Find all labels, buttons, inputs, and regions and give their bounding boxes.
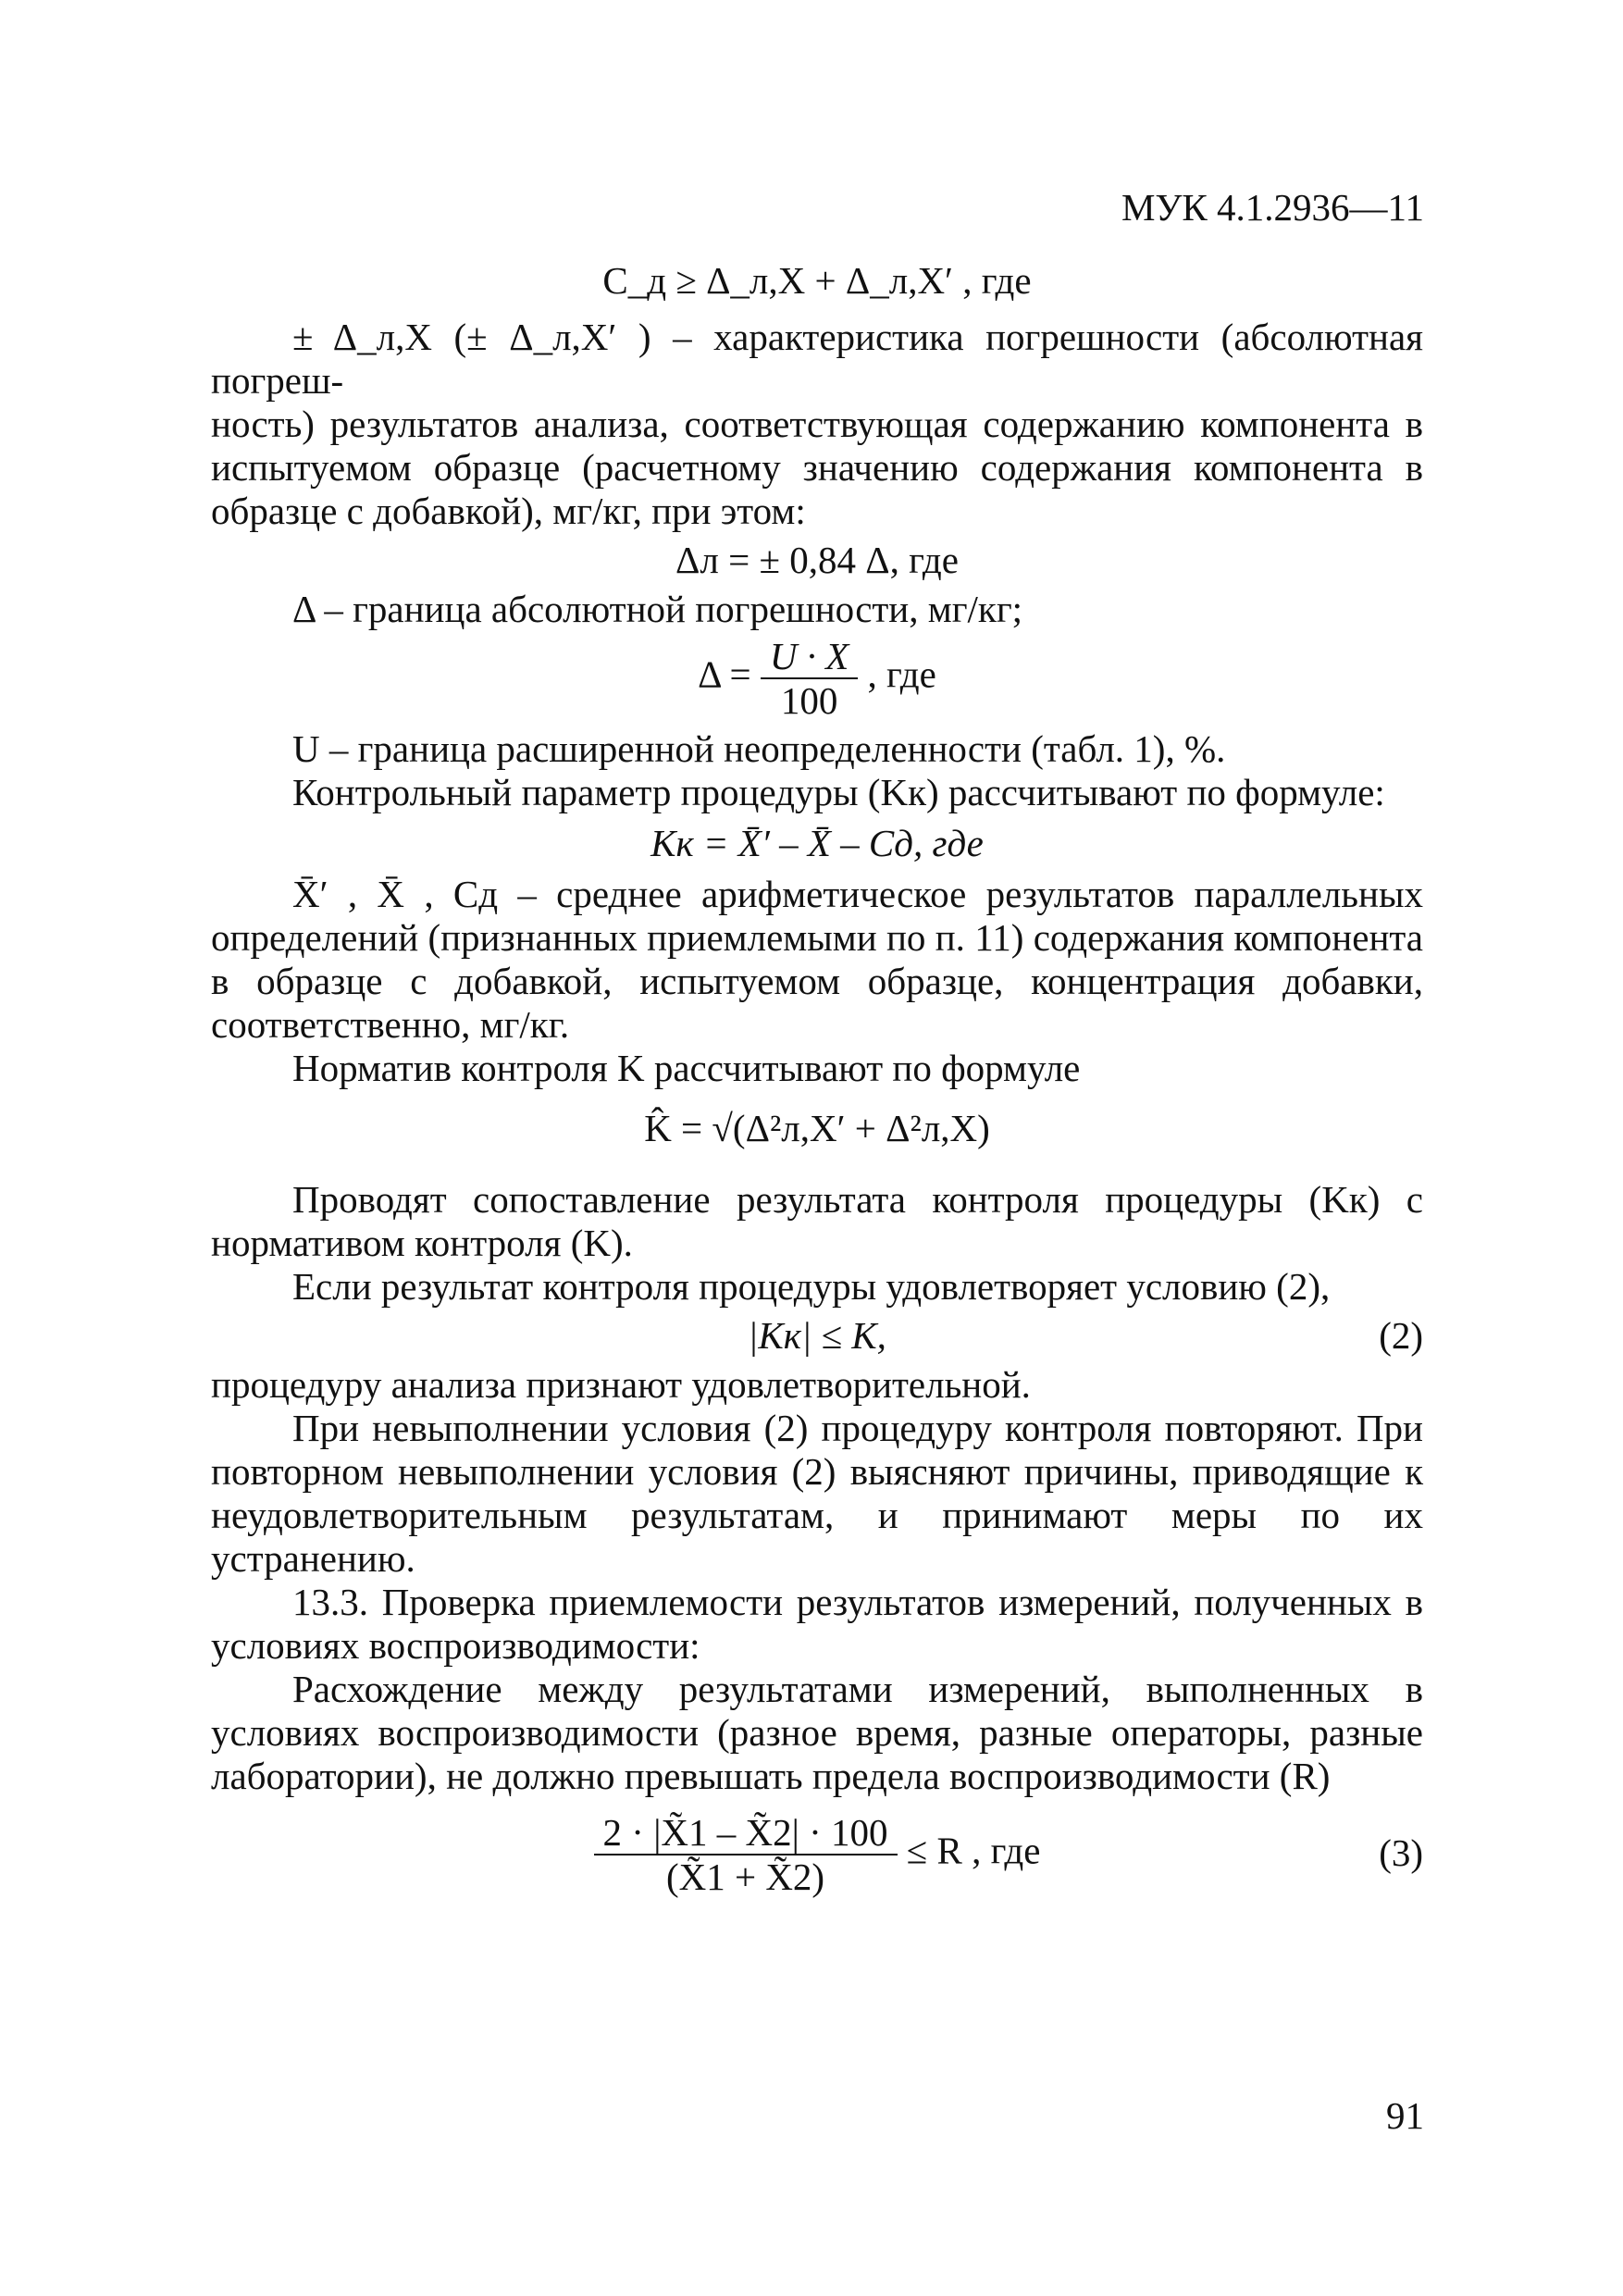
page-header: МУК 4.1.2936—11 [1121,186,1424,229]
paragraph-divergence: Расхождение между результатами измерений, выполненных в условиях воспроизводимости (разное время, разные операторы, разные лаборатории), не должно превышать предела воспроизводимости (R) [211,1668,1423,1797]
formula-2-number: (2) [1379,1314,1423,1357]
paragraph-delta: Δ – граница абсолютной погрешности, мг/кг; [292,588,1023,630]
paragraph-satisfactory: процедуру анализа признают удовлетворительной. [211,1363,1031,1406]
formula-3 [211,1811,1423,1898]
formula-3-fraction [594,1811,898,1898]
page-number: 91 [1386,2094,1424,2137]
paragraph-norm: Норматив контроля K рассчитывают по формуле [292,1047,1081,1089]
formula-delta [211,635,1423,722]
formula-cd: C_д ≥ Δ_л,Х + Δ_л,Х′ , где [602,259,1032,302]
paragraph-kk: Контрольный параметр процедуры (Kк) рассчитывают по формуле: [292,771,1385,813]
formula-3-tail: ≤ R , где [906,1829,1041,1872]
page-body [211,259,1423,1904]
paragraph-compare: Проводят сопоставление результата контроля процедуры (Kк) с нормативом контроля (K). [211,1178,1423,1264]
formula-delta-numerator: U · X [761,635,858,679]
formula-2 [211,1314,1423,1358]
formula-delta-l: Δл = ± 0,84 Δ, где [675,539,959,581]
formula-delta-denominator: 100 [780,679,838,722]
paragraph-13-3: 13.3. Проверка приемлемости результатов измерений, полученных в условиях воспроизводимости: [211,1581,1423,1667]
formula-2-expression: |Kк| ≤ K, [748,1314,886,1357]
formula-kk: Kк = X̄′ – X̄ – Cд, где [650,822,984,864]
formula-3-numerator: 2 · |X̃1 – X̃2| · 100 [594,1811,898,1855]
paragraph-means: X̄′ , X̄ , Cд – среднее арифметическое результатов параллельных определений (признанных приемлемыми по п. 11) содержания компонента в образце с добавкой, испытуемом образце, концентрация добавки, соответственно, мг/кг. [211,873,1423,1046]
formula-delta-lhs: Δ = [698,652,751,696]
formula-k: K̂ = √(Δ²л,Х′ + Δ²л,Х) [644,1107,990,1149]
formula-3-denominator: (X̃1 + X̃2) [665,1855,825,1898]
paragraph-u: U – граница расширенной неопределенности (табл. 1), %. [292,727,1226,770]
paragraph-fail: При невыполнении условия (2) процедуру контроля повторяют. При повторном невыполнении условия (2) выясняют причины, приводящие к неудовлетворительным результатам, и принимают меры по их устранению. [211,1407,1423,1580]
paragraph-if: Если результат контроля процедуры удовлетворяет условию (2), [292,1265,1331,1308]
formula-delta-tail: , где [867,652,936,696]
paragraph-error-lead: ± Δ_л,Х (± Δ_л,Х′ ) – характеристика погрешности (абсолютная погреш- [211,316,1423,402]
formula-3-number: (3) [1379,1831,1423,1874]
formula-delta-fraction [761,635,858,722]
paragraph-error-rest: ность) результатов анализа, соответствующая содержанию компонента в испытуемом образце (расчетному значению содержания компонента в образце с добавкой), мг/кг, при этом: [211,403,1423,532]
